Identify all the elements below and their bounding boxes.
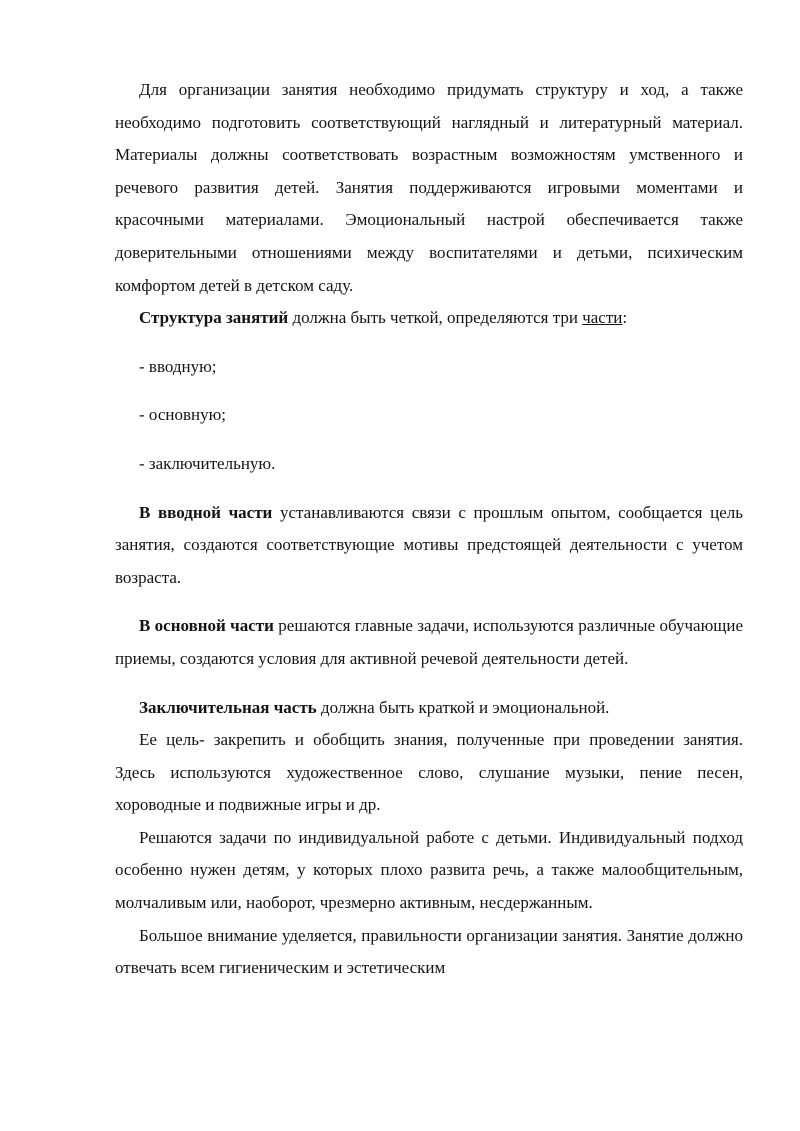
- structure-text: должна быть четкой, определяются три: [288, 308, 583, 328]
- main-part-paragraph: [115, 610, 743, 675]
- intro-part-text: устанавливаются связи с прошлым опытом, сообщается цель занятия, создаются соответствующие мотивы предстоящей деятельности с учетом возраста.: [115, 502, 744, 587]
- intro-part-heading: В вводной части: [139, 502, 273, 522]
- list-item-main: - основную;: [139, 405, 227, 425]
- document-page: [115, 74, 743, 985]
- attention-paragraph: Большое внимание уделяется, правильности организации занятия. Занятие должно отвечать всем гигиеническим и эстетическим: [115, 925, 743, 978]
- structure-parts-word: части: [582, 308, 623, 328]
- goal-paragraph: Ее цель- закрепить и обобщить знания, полученные при проведении занятия. Здесь используются художественное слово, слушание музыки, пение песен, хороводные и подвижные игры и др.: [115, 730, 743, 815]
- intro-paragraph: Для организации занятия необходимо придумать структуру и ход, а также необходимо подготовить соответствующий наглядный и литературный материал. Материалы должны соответствовать возрастным возможностям умственного и речевого развития детей. Занятия поддерживаются игровыми моментами и красочными материалами. Эмоциональный настрой обеспечивается также доверительными отношениями между воспитателями и детьми, психическим комфортом детей в детском саду.: [115, 80, 743, 295]
- main-part-text: решаются главные задачи, используются различные обучающие приемы, создаются условия для активной речевой деятельности детей.: [115, 616, 744, 668]
- intro-part-paragraph: [115, 497, 743, 595]
- list-item-final: - заключительную.: [139, 453, 276, 473]
- final-part-paragraph: [115, 692, 743, 725]
- structure-paragraph: [115, 302, 743, 335]
- structure-heading: Структура занятий: [139, 308, 289, 328]
- main-part-heading: В основной части: [139, 616, 274, 636]
- list-item-intro: - вводную;: [139, 356, 217, 376]
- structure-colon: :: [622, 308, 628, 328]
- individual-paragraph: Решаются задачи по индивидуальной работе с детьми. Индивидуальный подход особенно нужен детям, у которых плохо развита речь, а также малообщительным, молчаливым или, наоборот, чрезмерно активным, несдержанным.: [115, 827, 743, 913]
- final-part-text: должна быть краткой и эмоциональной.: [316, 697, 610, 717]
- final-part-heading: Заключительная часть: [139, 697, 317, 717]
